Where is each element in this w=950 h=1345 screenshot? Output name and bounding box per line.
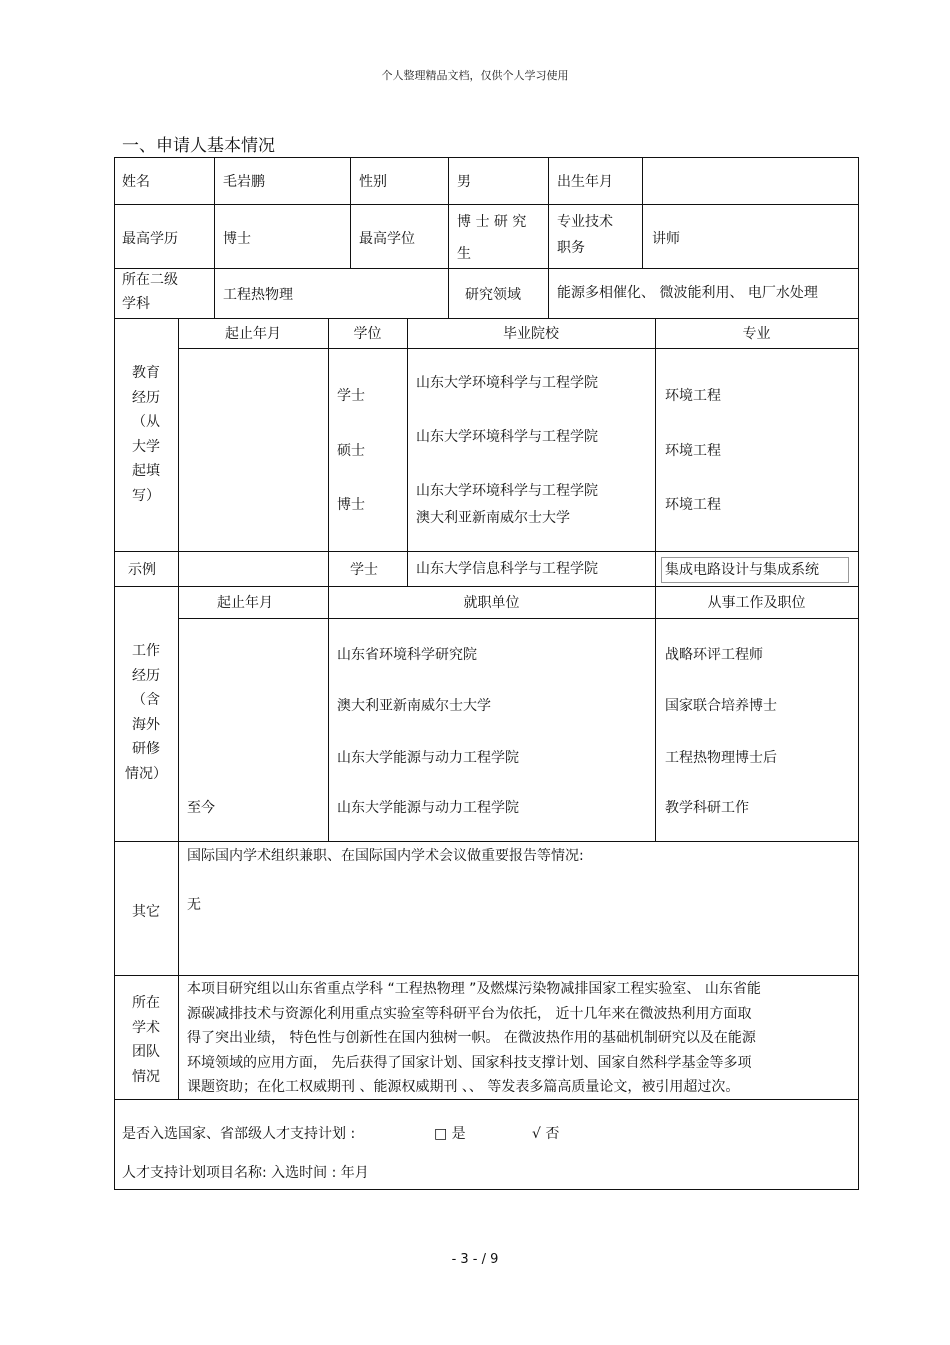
edu-major: 环境工程 bbox=[665, 388, 721, 404]
work-unit: 山东大学能源与动力工程学院 bbox=[337, 800, 519, 816]
degree-label: 最高学位 bbox=[359, 231, 415, 247]
team-description bbox=[187, 977, 852, 1100]
gender-value: 男 bbox=[457, 174, 471, 190]
page-header-note: 个人整理精品文档，仅供个人学习使用 bbox=[381, 69, 569, 82]
work-header-position: 从事工作及职位 bbox=[707, 595, 806, 611]
example-major: 集成电路设计与集成系统 bbox=[665, 562, 819, 578]
field-value: 能源多相催化、 微波能利用、 电厂水处理 bbox=[557, 285, 818, 301]
edu-school: 山东大学环境科学与工程学院 bbox=[416, 483, 598, 499]
discipline-label-line1: 所在二级 bbox=[122, 272, 178, 288]
other-prompt: 国际国内学术组织兼职、在国际国内学术会议做重要报告等情况: bbox=[187, 848, 584, 864]
field-label: 研究领域 bbox=[465, 287, 521, 303]
edu-value: 博士 bbox=[223, 231, 251, 247]
work-unit: 山东省环境科学研究院 bbox=[337, 647, 477, 663]
example-degree: 学士 bbox=[350, 562, 378, 578]
discipline-label-line2: 学科 bbox=[122, 296, 150, 312]
edu-degree: 硕士 bbox=[337, 443, 365, 459]
example-school: 山东大学信息科学与工程学院 bbox=[416, 561, 598, 577]
title-label-line2: 职务 bbox=[557, 240, 585, 256]
team-line: 环境领域的应用方面， 先后获得了国家计划、国家科技支撑计划、国家自然科学基金等多项 bbox=[187, 1054, 752, 1071]
degree-value-line2: 生 bbox=[457, 246, 471, 262]
birth-label: 出生年月 bbox=[557, 174, 613, 190]
edu-header-degree: 学位 bbox=[353, 326, 382, 342]
page-number: - 3 - / 9 bbox=[451, 1252, 499, 1267]
work-header-period: 起止年月 bbox=[217, 595, 273, 611]
degree-value-line1: 博 士 研 究 bbox=[457, 214, 527, 230]
education-section-label: 教育 经历 （从 大学 起填 写） bbox=[132, 365, 160, 504]
name-value: 毛岩鹏 bbox=[223, 174, 265, 190]
edu-major: 环境工程 bbox=[665, 497, 721, 513]
work-section-label: 工作 经历 （含 海外 研修 情况） bbox=[125, 643, 167, 782]
other-value: 无 bbox=[187, 897, 201, 913]
team-line: 源碳减排技术与资源化利用重点实验室等科研平台为依托， 近十几年来在微波热利用方面取 bbox=[187, 1005, 752, 1022]
edu-major: 环境工程 bbox=[665, 443, 721, 459]
talent-no-checkbox[interactable]: √ 否 bbox=[532, 1126, 560, 1142]
work-position: 战略环评工程师 bbox=[665, 647, 763, 663]
name-label: 姓名 bbox=[122, 174, 150, 190]
gender-label: 性别 bbox=[359, 174, 387, 190]
work-position: 国家联合培养博士 bbox=[665, 698, 777, 714]
edu-header-school: 毕业院校 bbox=[503, 326, 559, 342]
edu-degree: 学士 bbox=[337, 388, 365, 404]
edu-school: 山东大学环境科学与工程学院 bbox=[416, 375, 598, 391]
team-line: 本项目研究组以山东省重点学科 “工程热物理 ”及燃煤污染物减排国家工程实验室、 山东省能 bbox=[187, 981, 761, 997]
title-label-line1: 专业技术 bbox=[557, 214, 613, 230]
team-line: 课题资助；在化工权威期刊 、能源权威期刊 、、 等发表多篇高质量论文，被引用超过次。 bbox=[187, 1079, 740, 1095]
talent-question: 是否入选国家、省部级人才支持计划 : bbox=[122, 1126, 356, 1142]
edu-school-second: 澳大利亚新南威尔士大学 bbox=[416, 510, 570, 526]
team-section-label: 所在 学术 团队 情况 bbox=[132, 995, 160, 1085]
work-header-unit: 就职单位 bbox=[463, 595, 520, 611]
edu-school: 山东大学环境科学与工程学院 bbox=[416, 429, 598, 445]
talent-yes-checkbox[interactable]: □ 是 bbox=[434, 1126, 466, 1142]
title-value: 讲师 bbox=[652, 231, 680, 247]
work-unit: 山东大学能源与动力工程学院 bbox=[337, 750, 519, 766]
other-label: 其它 bbox=[132, 904, 160, 920]
edu-degree: 博士 bbox=[337, 497, 365, 513]
discipline-value: 工程热物理 bbox=[223, 287, 293, 303]
work-unit: 澳大利亚新南威尔士大学 bbox=[337, 698, 491, 714]
team-line: 得了突出业绩， 特色性与创新性在国内独树一帜。 在微波热作用的基础机制研究以及在能源 bbox=[187, 1030, 756, 1046]
edu-label: 最高学历 bbox=[122, 231, 178, 247]
edu-header-period: 起止年月 bbox=[225, 326, 281, 342]
talent-name-line: 人才支持计划项目名称: 入选时间 : 年月 bbox=[122, 1165, 369, 1181]
section-title: 一、申请人基本情况 bbox=[122, 136, 275, 156]
work-period: 至今 bbox=[187, 800, 215, 816]
work-position: 教学科研工作 bbox=[665, 800, 749, 816]
work-position: 工程热物理博士后 bbox=[665, 750, 777, 766]
edu-header-major: 专业 bbox=[742, 326, 771, 342]
example-label: 示例 bbox=[128, 562, 156, 578]
